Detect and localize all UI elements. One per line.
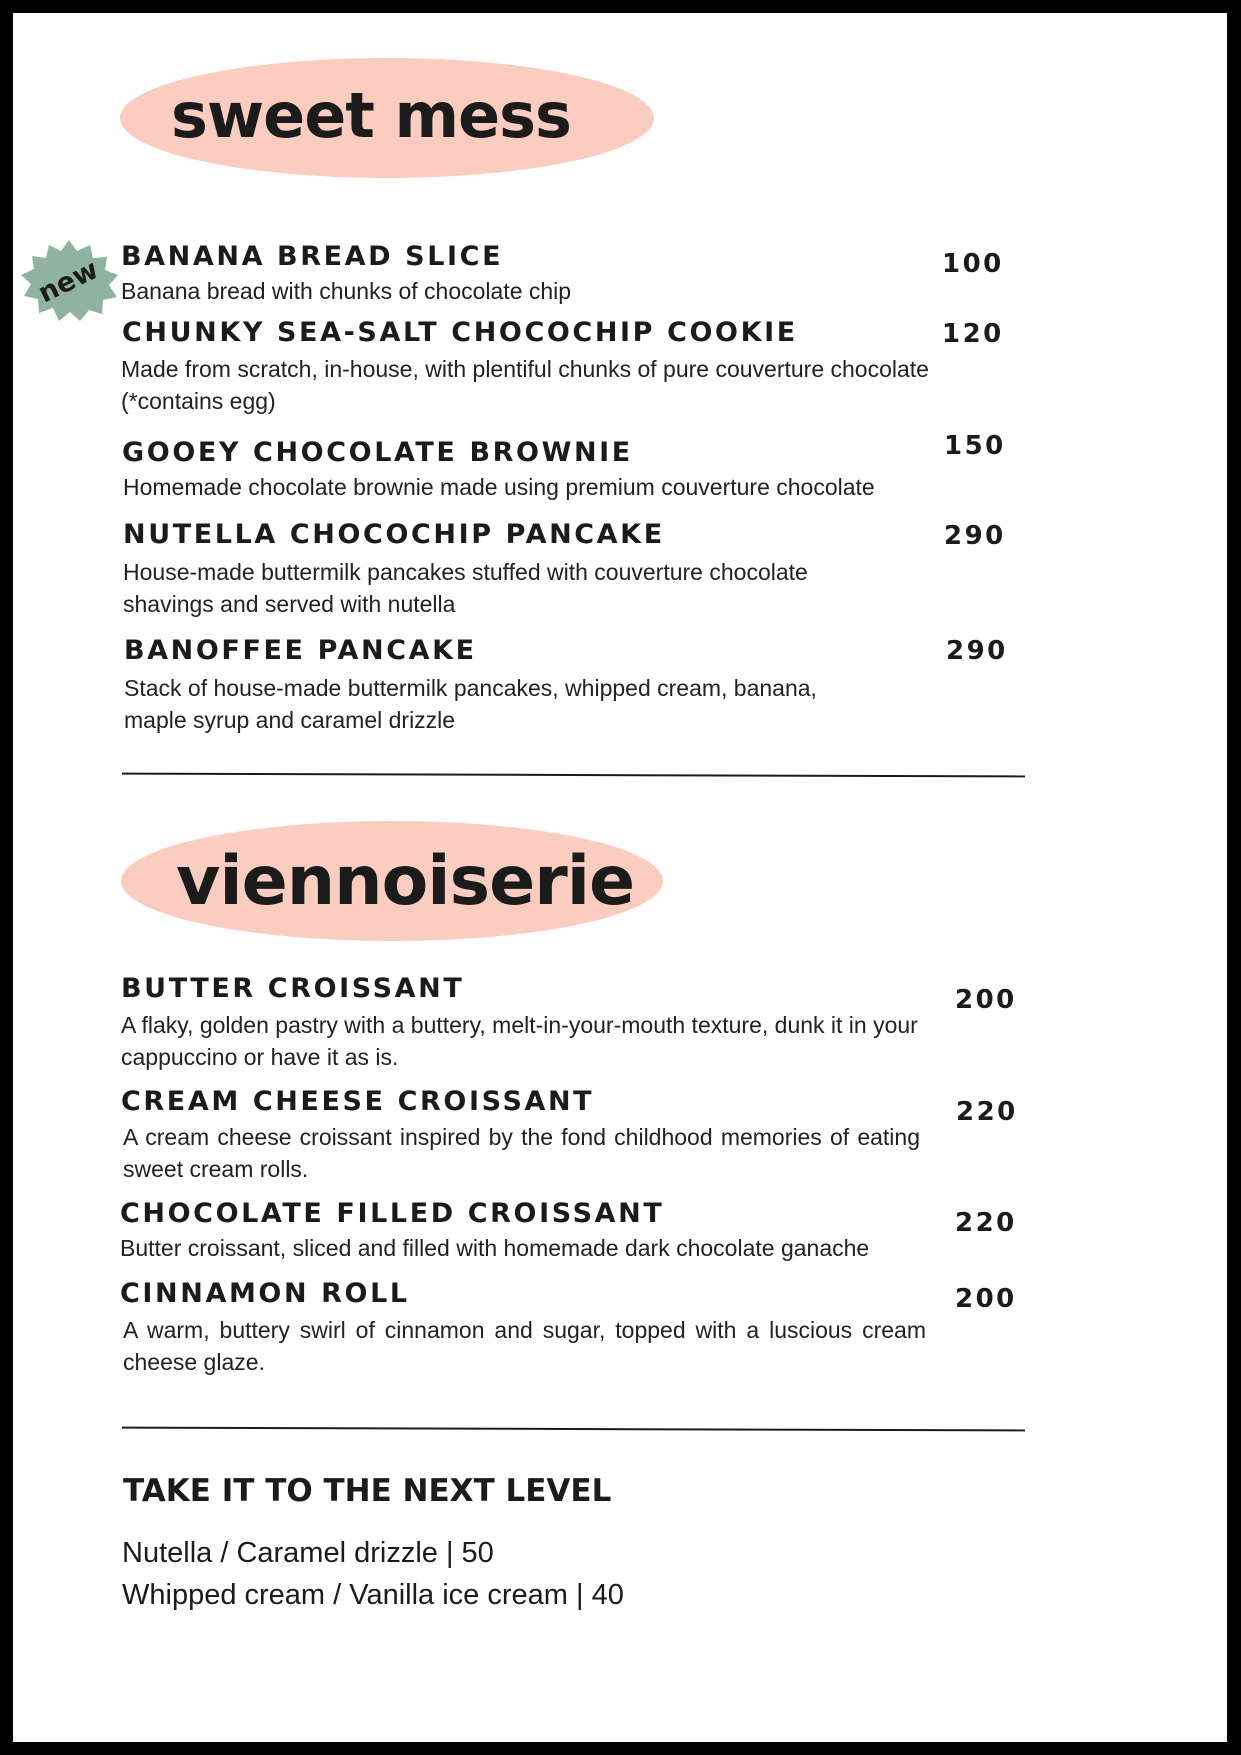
section-divider (122, 1427, 1025, 1431)
menu-item-price: 100 (942, 249, 1004, 279)
menu-item-name: CREAM CHEESE CROISSANT (121, 1086, 595, 1117)
menu-item-name: BANOFFEE PANCAKE (124, 635, 477, 666)
new-badge-icon (17, 237, 121, 323)
menu-item-desc: Homemade chocolate brownie made using premium couverture chocolate (123, 474, 875, 500)
extras-line: Nutella / Caramel drizzle | 50 (122, 1537, 494, 1569)
menu-page (13, 13, 1227, 1742)
menu-item-price: 220 (956, 1097, 1018, 1127)
menu-item-name: CHOCOLATE FILLED CROISSANT (120, 1198, 665, 1229)
menu-item-name: BANANA BREAD SLICE (121, 241, 504, 272)
menu-item-price: 150 (944, 431, 1006, 461)
badge-label: new (33, 254, 104, 310)
menu-item-name: GOOEY CHOCOLATE BROWNIE (122, 437, 633, 468)
menu-item-desc: A warm, buttery swirl of cinnamon and sugar, topped with a luscious cream cheese glaze. (123, 1317, 926, 1375)
menu-item-desc: Stack of house-made buttermilk pancakes, whipped cream, banana, maple syrup and caramel drizzle (124, 675, 817, 733)
menu-item-desc: Banana bread with chunks of chocolate chip (121, 278, 572, 304)
menu-item-price: 220 (955, 1208, 1017, 1238)
menu-item-desc: Made from scratch, in-house, with plentiful chunks of pure couverture chocolate (*contains egg) (121, 356, 929, 414)
extras-line: Whipped cream / Vanilla ice cream | 40 (122, 1579, 624, 1611)
menu-item-price: 120 (942, 319, 1004, 349)
menu-item-price: 290 (946, 636, 1008, 666)
extras-title: TAKE IT TO THE NEXT LEVEL (123, 1473, 612, 1509)
menu-item-desc: House-made buttermilk pancakes stuffed with couverture chocolate shavings and served with nutella (123, 559, 808, 617)
menu-item-name: BUTTER CROISSANT (121, 973, 465, 1004)
menu-item-name: CHUNKY SEA-SALT CHOCOCHIP COOKIE (122, 317, 798, 348)
menu-item-desc: A flaky, golden pastry with a buttery, melt-in-your-mouth texture, dunk it in your cappuccino or have it as is. (121, 1012, 918, 1070)
menu-item-price: 200 (955, 1284, 1017, 1314)
menu-item-desc: Butter croissant, sliced and filled with homemade dark chocolate ganache (120, 1235, 870, 1261)
menu-item-price: 290 (944, 521, 1006, 551)
section-title: viennoiserie (176, 842, 635, 921)
menu-item-desc: A cream cheese croissant inspired by the fond childhood memories of eating sweet cream rolls. (123, 1124, 920, 1182)
menu-item-price: 200 (955, 985, 1017, 1015)
menu-item-name: CINNAMON ROLL (120, 1278, 410, 1309)
section-title: sweet mess (171, 79, 571, 152)
section-divider (122, 773, 1025, 777)
menu-item-name: NUTELLA CHOCOCHIP PANCAKE (123, 519, 665, 550)
